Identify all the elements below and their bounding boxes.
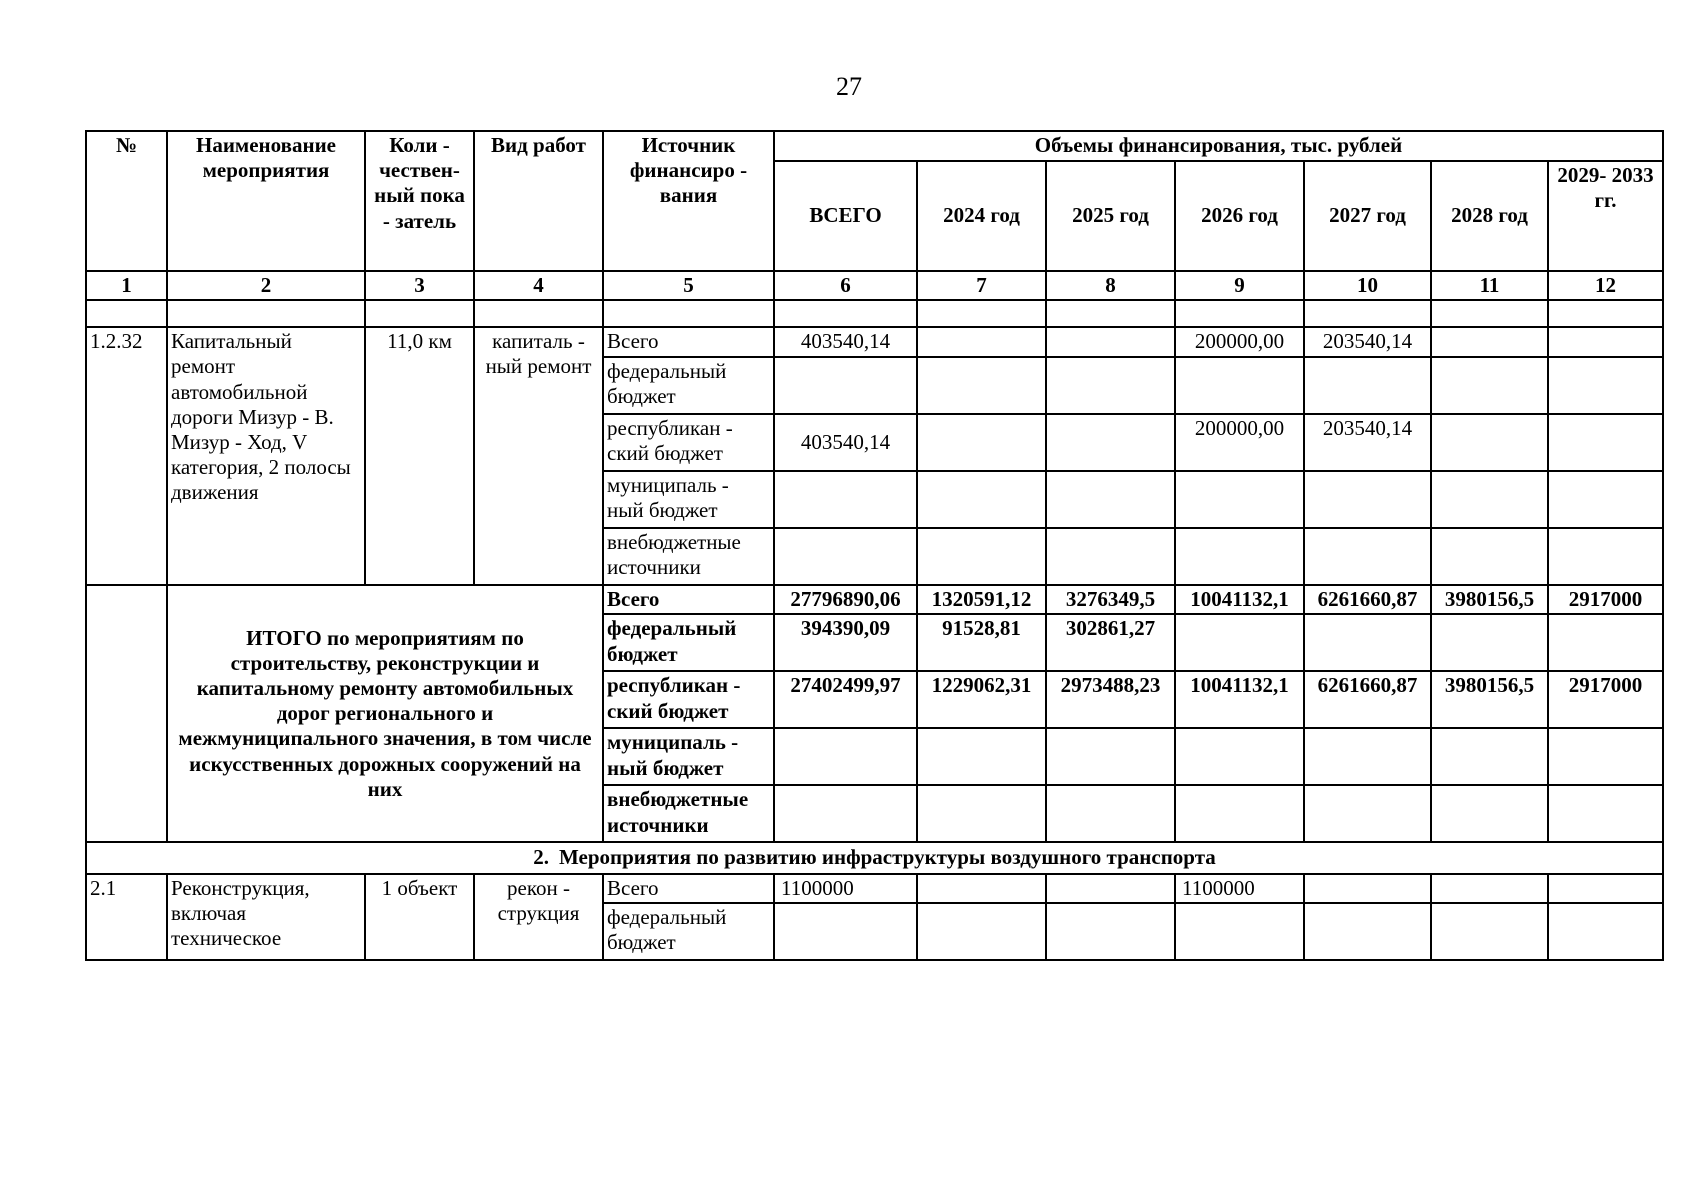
value-cell: 1100000 xyxy=(774,874,917,903)
value-cell: 2973488,23 xyxy=(1046,671,1175,728)
value-cell xyxy=(774,471,917,528)
value-cell: 203540,14 xyxy=(1304,327,1431,357)
source-cell: республикан - ский бюджет xyxy=(603,671,774,728)
source-cell: внебюджетные источники xyxy=(603,785,774,842)
section-number: 2. xyxy=(533,845,549,870)
page-number: 27 xyxy=(836,72,862,101)
value-cell xyxy=(1175,903,1304,960)
value-cell xyxy=(1548,357,1663,414)
value-cell xyxy=(1431,785,1548,842)
value-cell xyxy=(917,471,1046,528)
value-cell xyxy=(1046,903,1175,960)
column-number: 10 xyxy=(1304,271,1431,300)
item-qty: 1 объект xyxy=(365,874,474,960)
value-cell xyxy=(1431,327,1548,357)
value-cell xyxy=(1304,785,1431,842)
value-cell xyxy=(917,874,1046,903)
value-cell xyxy=(917,357,1046,414)
value-cell xyxy=(1304,874,1431,903)
value-cell xyxy=(1548,414,1663,471)
value-cell xyxy=(1304,471,1431,528)
value-cell xyxy=(1431,874,1548,903)
total-row xyxy=(86,585,1663,614)
value-cell xyxy=(1548,903,1663,960)
header-total: ВСЕГО xyxy=(774,161,917,271)
value-cell: 6261660,87 xyxy=(1304,585,1431,614)
source-cell: Всего xyxy=(603,585,774,614)
value-cell xyxy=(1548,614,1663,671)
value-cell xyxy=(1548,471,1663,528)
item-name: Реконструкция, включая техническое xyxy=(167,874,365,960)
value-cell xyxy=(1046,414,1175,471)
value-cell xyxy=(1175,528,1304,585)
value-cell xyxy=(1548,728,1663,785)
item-name: Капитальный ремонт автомобильной дороги Мизур - В. Мизур - Ход, V категория, 2 полосы движения xyxy=(167,327,365,585)
value-cell xyxy=(1548,528,1663,585)
value-cell: 1100000 xyxy=(1175,874,1304,903)
header-work: Вид работ xyxy=(474,131,603,271)
column-number: 5 xyxy=(603,271,774,300)
header-year: 2027 год xyxy=(1304,161,1431,271)
item-qty: 11,0 км xyxy=(365,327,474,585)
value-cell: 1320591,12 xyxy=(917,585,1046,614)
source-cell: муниципаль - ный бюджет xyxy=(603,471,774,528)
value-cell xyxy=(1046,785,1175,842)
value-cell xyxy=(1046,728,1175,785)
column-number: 4 xyxy=(474,271,603,300)
value-cell: 27402499,97 xyxy=(774,671,917,728)
header-year: 2026 год xyxy=(1175,161,1304,271)
item-work: рекон - струкция xyxy=(474,874,603,960)
value-cell: 6261660,87 xyxy=(1304,671,1431,728)
header-row-1 xyxy=(86,131,1663,161)
column-number: 11 xyxy=(1431,271,1548,300)
value-cell: 200000,00 xyxy=(1175,414,1304,471)
source-cell: Всего xyxy=(603,327,774,357)
value-cell: 2917000 xyxy=(1548,585,1663,614)
column-number: 3 xyxy=(365,271,474,300)
value-cell xyxy=(917,903,1046,960)
value-cell xyxy=(774,785,917,842)
header-qty: Коли - чествен- ный пока - затель xyxy=(365,131,474,271)
header-year: 2025 год xyxy=(1046,161,1175,271)
value-cell xyxy=(1304,357,1431,414)
value-cell: 403540,14 xyxy=(774,414,917,471)
item-work: капиталь - ный ремонт xyxy=(474,327,603,585)
value-cell xyxy=(917,528,1046,585)
column-number: 7 xyxy=(917,271,1046,300)
source-cell: федеральный бюджет xyxy=(603,614,774,671)
table-row xyxy=(86,327,1663,357)
header-name: Наименование мероприятия xyxy=(167,131,365,271)
value-cell xyxy=(1431,357,1548,414)
value-cell xyxy=(1175,471,1304,528)
header-year: 2024 год xyxy=(917,161,1046,271)
value-cell: 3980156,5 xyxy=(1431,671,1548,728)
value-cell xyxy=(1431,414,1548,471)
value-cell: 3276349,5 xyxy=(1046,585,1175,614)
column-number: 6 xyxy=(774,271,917,300)
value-cell: 3980156,5 xyxy=(1431,585,1548,614)
value-cell: 27796890,06 xyxy=(774,585,917,614)
source-cell: республикан - ский бюджет xyxy=(603,414,774,471)
value-cell xyxy=(774,728,917,785)
value-cell: 1229062,31 xyxy=(917,671,1046,728)
value-cell xyxy=(1548,785,1663,842)
source-cell: Всего xyxy=(603,874,774,903)
value-cell: 394390,09 xyxy=(774,614,917,671)
column-number-row xyxy=(86,271,1663,300)
value-cell xyxy=(1046,528,1175,585)
value-cell xyxy=(1046,327,1175,357)
value-cell xyxy=(1175,357,1304,414)
value-cell xyxy=(1304,728,1431,785)
value-cell xyxy=(1548,327,1663,357)
column-number: 9 xyxy=(1175,271,1304,300)
value-cell xyxy=(917,414,1046,471)
value-cell xyxy=(1046,874,1175,903)
value-cell: 91528,81 xyxy=(917,614,1046,671)
value-cell xyxy=(1548,874,1663,903)
value-cell xyxy=(1175,785,1304,842)
value-cell: 2917000 xyxy=(1548,671,1663,728)
section-title-text: Мероприятия по развитию инфраструктуры воздушного транспорта xyxy=(558,845,1216,870)
value-cell: 10041132,1 xyxy=(1175,585,1304,614)
value-cell xyxy=(1046,471,1175,528)
column-number: 8 xyxy=(1046,271,1175,300)
value-cell: 203540,14 xyxy=(1304,414,1431,471)
section-row xyxy=(86,842,1663,873)
total-label: ИТОГО по мероприятиям по строительству, реконструкции и капитальному ремонту автомобильных дорог регионального и межмуниципального значения, в том числе искусственных дорожных сооружений на них xyxy=(167,585,603,842)
column-number: 12 xyxy=(1548,271,1663,300)
value-cell xyxy=(1431,903,1548,960)
empty-row xyxy=(86,300,1663,327)
value-cell xyxy=(1431,728,1548,785)
header-year: 2029- 2033 гг. xyxy=(1548,161,1663,271)
value-cell xyxy=(1304,903,1431,960)
value-cell: 302861,27 xyxy=(1046,614,1175,671)
value-cell xyxy=(774,357,917,414)
value-cell xyxy=(774,903,917,960)
value-cell xyxy=(1431,614,1548,671)
value-cell: 10041132,1 xyxy=(1175,671,1304,728)
source-cell: муниципаль - ный бюджет xyxy=(603,728,774,785)
value-cell xyxy=(774,528,917,585)
value-cell xyxy=(1175,728,1304,785)
item-number: 2.1 xyxy=(86,874,167,960)
value-cell xyxy=(1304,614,1431,671)
table-row xyxy=(86,874,1663,903)
source-cell: федеральный бюджет xyxy=(603,357,774,414)
financing-table xyxy=(85,130,1664,961)
column-number: 2 xyxy=(167,271,365,300)
source-cell: федеральный бюджет xyxy=(603,903,774,960)
column-number: 1 xyxy=(86,271,167,300)
section-title xyxy=(86,842,1663,873)
value-cell xyxy=(1046,357,1175,414)
header-volumes: Объемы финансирования, тыс. рублей xyxy=(774,131,1663,161)
value-cell xyxy=(917,728,1046,785)
header-source: Источник финансиро - вания xyxy=(603,131,774,271)
value-cell xyxy=(1431,528,1548,585)
item-number: 1.2.32 xyxy=(86,327,167,585)
header-num: № xyxy=(86,131,167,271)
value-cell: 200000,00 xyxy=(1175,327,1304,357)
header-year: 2028 год xyxy=(1431,161,1548,271)
value-cell xyxy=(1304,528,1431,585)
value-cell xyxy=(1175,614,1304,671)
value-cell xyxy=(917,327,1046,357)
value-cell: 403540,14 xyxy=(774,327,917,357)
source-cell: внебюджетные источники xyxy=(603,528,774,585)
value-cell xyxy=(917,785,1046,842)
value-cell xyxy=(1431,471,1548,528)
